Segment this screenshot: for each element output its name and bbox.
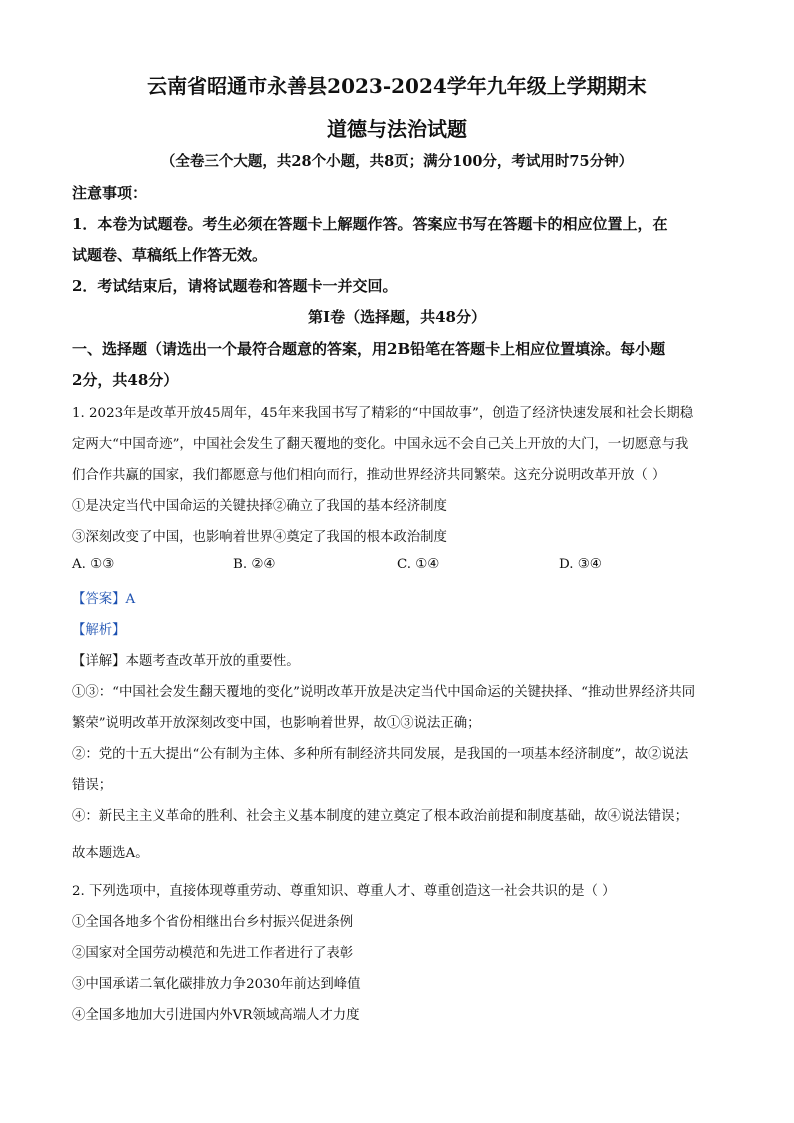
q1-explanation-2-cont: 错误； — [72, 778, 113, 793]
exam-title: 云南省昭通市永善县2023-2024学年九年级上学期期末 — [147, 74, 647, 98]
q1-item-line-2: ③深刻改变了中国，也影响着世界④奠定了我国的根本政治制度 — [72, 530, 447, 545]
q1-detail: 【详解】本题考查改革开放的重要性。 — [72, 654, 300, 669]
exam-info: （全卷三个大题，共28个小题，共8页；满分100分，考试用时75分钟） — [160, 153, 634, 170]
q1-explanation-2: ②：党的十五大提出“公有制为主体、多种所有制经济共同发展，是我国的一项基本经济制度”，故②说法 — [72, 747, 689, 762]
notice-item-2: 2．考试结束后，请将试题卷和答题卡一并交回。 — [72, 277, 398, 295]
notice-item-1: 1．本卷为试题卷。考生必须在答题卡上解题作答。答案应书写在答题卡的相应位置上，在 — [72, 215, 668, 233]
q1-stem-line-2: 定两大“中国奇迹”，中国社会发生了翻天覆地的变化。中国永远不会自己关上开放的大门，一切愿意与我 — [72, 437, 689, 452]
q1-conclusion: 故本题选A。 — [72, 846, 149, 861]
q1-option-d: D. ③④ — [559, 557, 602, 572]
q1-option-a: A. ①③ — [72, 557, 115, 572]
q2-item-2: ②国家对全国劳动模范和先进工作者进行了表彰 — [72, 946, 354, 961]
q1-stem-line-3: 们合作共赢的国家，我们都愿意与他们相向而行，推动世界经济共同繁荣。这充分说明改革开放（ ） — [72, 468, 666, 483]
q1-explanation-1-cont: 繁荣”说明改革开放深刻改变中国，也影响着世界，故①③说法正确； — [72, 716, 481, 731]
notice-heading: 注意事项： — [72, 184, 148, 202]
q1-answer: 【答案】A — [72, 592, 136, 607]
q1-explanation-3: ④：新民主主义革命的胜利、社会主义基本制度的建立奠定了根本政治前提和制度基础，故④说法错误； — [72, 809, 688, 824]
q1-stem-line-1: 1. 2023年是改革开放45周年，45年来我国书写了精彩的“中国故事”，创造了经济快速发展和社会长期稳 — [72, 406, 694, 421]
part-heading: 第Ⅰ卷（选择题，共48分） — [308, 308, 486, 326]
q2-item-1: ①全国各地多个省份相继出台乡村振兴促进条例 — [72, 915, 354, 930]
section-heading: 一、选择题（请选出一个最符合题意的答案，用2B铅笔在答题卡上相应位置填涂。每小题 — [72, 340, 666, 358]
q1-analysis-label: 【解析】 — [72, 623, 126, 638]
q1-item-line-1: ①是决定当代中国命运的关键抉择②确立了我国的基本经济制度 — [72, 499, 447, 514]
q1-option-b: B. ②④ — [233, 557, 276, 572]
q1-option-c: C. ①④ — [397, 557, 440, 572]
section-heading-cont: 2分，共48分） — [72, 371, 179, 389]
exam-subject: 道德与法治试题 — [327, 117, 467, 141]
q2-item-4: ④全国多地加大引进国内外VR领域高端人才力度 — [72, 1008, 360, 1023]
q2-stem: 2. 下列选项中，直接体现尊重劳动、尊重知识、尊重人才、尊重创造这一社会共识的是（ ） — [72, 884, 616, 899]
q2-item-3: ③中国承诺二氧化碳排放力争2030年前达到峰值 — [72, 977, 361, 992]
q1-explanation-1: ①③：“中国社会发生翻天覆地的变化”说明改革开放是决定当代中国命运的关键抉择、“推动世界经济共同 — [72, 685, 696, 700]
notice-item-1-cont: 试题卷、草稿纸上作答无效。 — [72, 246, 268, 264]
